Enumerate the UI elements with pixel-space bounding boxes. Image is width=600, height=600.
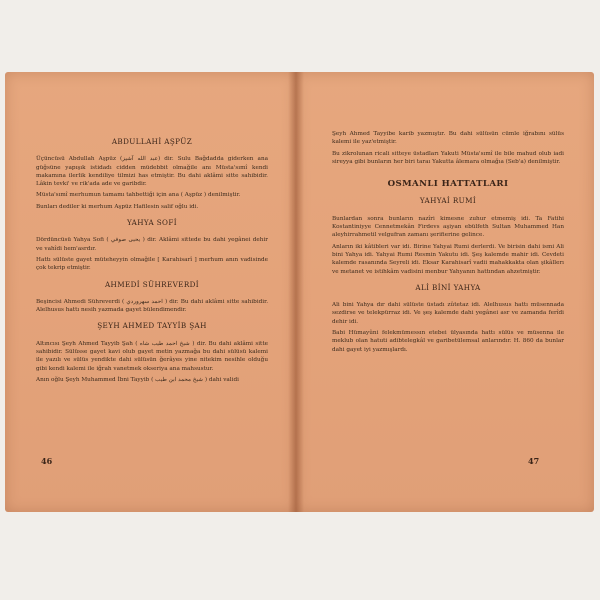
left-page-content: [36, 130, 268, 387]
paragraph: Anların iki kâtibleri var idi. Birine Yahyai Rumi derlerdi. Ve birisin dahi ismi Ali bini Yahya idi. Yahyai Rumi Resmin Yakutu idi. Şeş kalemde mahir idi. Cevdeti kalemde rasanında Seyreli idi. Eksar Karahisarî vadii mahakkakta olan şikâllerı ve metanet ve istihkâm vadisini menbur Yahyanın hattından ahzetmiştir.: [332, 243, 564, 275]
paragraph: Bunlardan sonra bunların nazîri kimesne zuhur etmemiş idi. Ta Fatihi Kostantiniyye Cennetmekân Firdevs aşiyan ebülfeth Sultan Muhammed Han aleyhirrahmetil velgufran zamanı şerifierine gelince.: [332, 215, 564, 239]
page-number-left: 46: [41, 456, 53, 466]
paragraph: Şeyh Ahmed Tayyibe karib yazmıştır. Bu dahi sülüsün cümle iğrabını sülüs kalemi ile yaz'etmiştir.: [332, 131, 564, 146]
paragraph: Müsta'sımî merhumun tamamı tahbettiği için ana ( Aşpüz ) denilmiştir.: [36, 192, 241, 199]
paragraph: Altıncısı Şeyh Ahmed Tayyib Şah ( شيخ احمد طيب شاه ) dir. Bu dahi aklâmi sitte sahibidir. Sülüsse gayet kavi olub gayet metin yazmağa bu dahi sülüsü kalemi ile yazılı ve sülüs yendikte dahi sülüsün ğerâyes yine nitekim nesihle olduğu gibi kendi kalemi ile iğrah vanetmek okseriya ana mahsustur.: [36, 340, 268, 372]
paragraph: Dördüncüsü Yahya Sofi ( يحيى صوفي ) dir. Aklâmi sittede bu dahi yegânei dehir ve vahîdi hem'asrdır.: [36, 237, 268, 252]
heading-yahya-sofi: YAHYA SOFİ: [127, 218, 177, 228]
paragraph: Babi Hümayûni felekmümessın etebei ülyasında hattı sülüs ve müsenna ile meklub olan hatuti adibtelegkâl ve garibetülemsal anlarındır. H. 860 da bunlar dahi gayet iyi yazmışlardı.: [332, 330, 564, 353]
heading-osmanli-hattatlari: OSMANLI HATTATLARI: [387, 179, 509, 190]
paragraph: Ali bini Yahya dır dahi sülüste üstadı zûtetaz idi. Alelhusus hattı müsennada sezdirse ve telekpürraz idi. Ve şeş kalemde dahi yegânei asr ve zamanda ferîdi dehir idi.: [332, 302, 564, 325]
heading-seyh-ahmed-tayyib-sah: ŞEYH AHMED TAYYİB ŞAH: [97, 321, 207, 331]
paragraph: Anın oğlu Şeyh Muhammed İbni Tayyib ( شيخ محمد ابن طيب ) dahi validi: [36, 376, 239, 383]
heading-yahyai-rumi: YAHYAİ RUMİ: [419, 196, 477, 206]
heading-ahmedi-suhreverdi: AHMEDİ SÜHREVERDİ: [104, 279, 200, 289]
right-page-content: [332, 130, 564, 357]
page-number-right: 47: [528, 456, 540, 466]
paragraph: Üçüncüsü Abdullah Aşpüz (عبد الله آشپز) dir. Sulu Bağdadda giderken ana güğsüne yapışık istidadı cidden müdebbit olmağile anı Müsta'sımî kendi makamına ilerlik kendiliye tilmizi has etmiştir. Bu dahi aklâmi sitte sahibidir. Lâkin tevki' ve rik'ada ade ve garibdir.: [36, 156, 268, 188]
right-page: [296, 72, 594, 512]
left-page: [5, 72, 296, 512]
heading-abdullahi-aspuz: ABDULLAHİ AŞPÜZ: [111, 137, 193, 146]
paragraph: Beşincisi Ahmedi Sühreverdi ( احمد سهروردي ) dir. Bu dahi aklâmi sitte sahibidir. Alelhusus hattı nesih yazmada gayet bülendimendir.: [36, 298, 269, 314]
heading-ali-bini-yahya: ALİ BİNİ YAHYA: [415, 282, 481, 292]
paragraph: Bu zikrolunan ricali sitteye üstadları Yakuti Müsta'sımî ile bile mahud olub iadi sireyya gibi bunların her biri taraı Yakutta âlemara olmağıa (Seb'a) denilmiştir.: [332, 150, 564, 165]
paragraph: Hattı sülüste gayet müteheyyin olmağile [ Karahisarî ] merhum anın vadisinde çok tekrip etmiştir.: [36, 256, 268, 272]
book-gutter: [288, 72, 304, 512]
paragraph: Bunları dediler ki merhum Aşpüz Hafilesin salif oğlu idi.: [36, 203, 199, 210]
